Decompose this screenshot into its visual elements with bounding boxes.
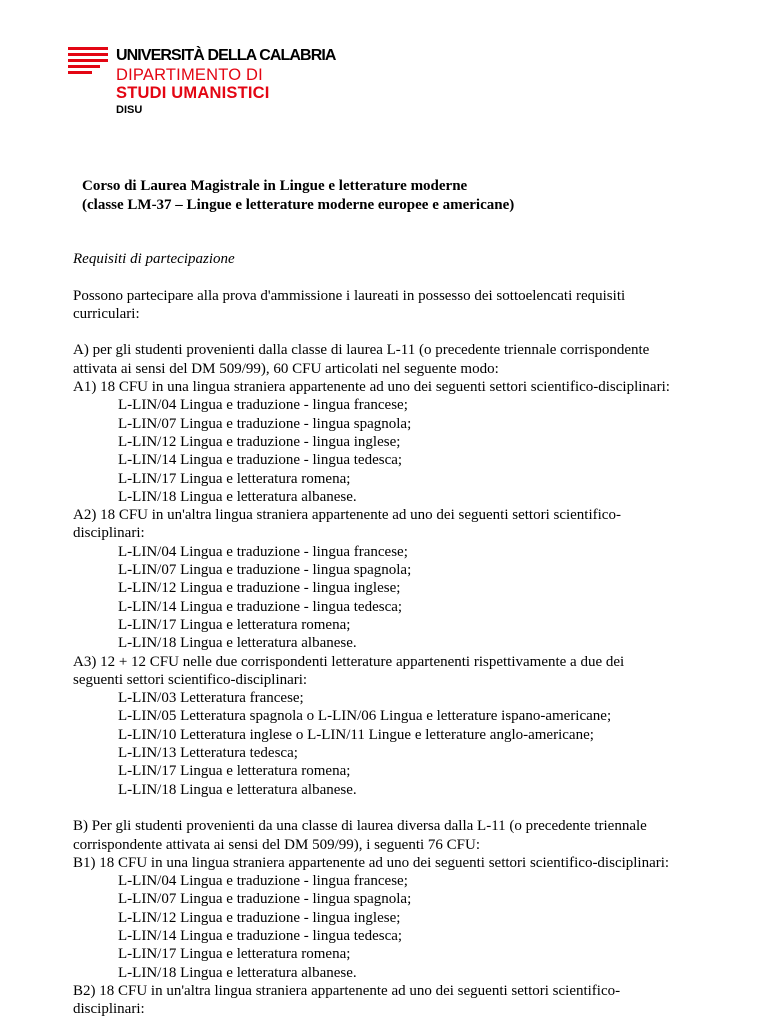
section-b-line: corrispondente attivata ai sensi del DM 509/99), i seguenti 76 CFU: (73, 836, 481, 853)
a2-list (73, 543, 733, 653)
section-b-line: B) Per gli studenti provenienti da una classe di laurea diversa dalla L-11 (o precedente triennale (73, 818, 647, 835)
requirement-a3: seguenti settori scientifico-disciplinari: (73, 671, 308, 688)
intro-line: curriculari: (73, 305, 140, 322)
list-item: L-LIN/18 Lingua e letteratura albanese. (118, 964, 357, 981)
list-item: L-LIN/18 Lingua e letteratura albanese. (118, 781, 357, 798)
course-title-line2: (classe LM-37 – Lingue e letterature moderne europee e americane) (82, 197, 515, 213)
requirement-b1: B1) 18 CFU in una lingua straniera appartenente ad uno dei seguenti settori scientifico-disciplinari: (73, 854, 670, 871)
list-item: L-LIN/04 Lingua e traduzione - lingua francese; (118, 397, 408, 414)
requirement-b2: B2) 18 CFU in un'altra lingua straniera appartenente ad uno dei seguenti settori scientifico- (73, 982, 621, 999)
requirement-b2: disciplinari: (73, 1001, 145, 1018)
list-item: L-LIN/14 Lingua e traduzione - lingua tedesca; (118, 598, 403, 615)
list-item: L-LIN/12 Lingua e traduzione - lingua inglese; (118, 433, 401, 450)
requirement-a1: A1) 18 CFU in una lingua straniera appartenente ad uno dei seguenti settori scientifico-disciplinari: (73, 379, 670, 396)
university-name: UNIVERSITÀ DELLA CALABRIA (116, 47, 336, 64)
course-title-line1: Corso di Laurea Magistrale in Lingue e letterature moderne (82, 178, 468, 194)
list-item: L-LIN/18 Lingua e letteratura albanese. (118, 488, 357, 505)
course-title (82, 177, 514, 215)
requirements-heading: Requisiti di partecipazione (73, 251, 235, 267)
list-item: L-LIN/18 Lingua e letteratura albanese. (118, 635, 357, 652)
list-item: L-LIN/07 Lingua e traduzione - lingua spagnola; (118, 891, 412, 908)
list-item: L-LIN/13 Letteratura tedesca; (118, 745, 298, 762)
list-item: L-LIN/14 Lingua e traduzione - lingua tedesca; (118, 452, 403, 469)
list-item: L-LIN/07 Lingua e traduzione - lingua spagnola; (118, 415, 412, 432)
list-item: L-LIN/17 Lingua e letteratura romena; (118, 470, 351, 487)
list-item: L-LIN/12 Lingua e traduzione - lingua inglese; (118, 909, 401, 926)
a1-list (73, 396, 733, 506)
list-item: L-LIN/07 Lingua e traduzione - lingua spagnola; (118, 562, 412, 579)
department-name-line2: STUDI UMANISTICI (116, 84, 270, 102)
list-item: L-LIN/04 Lingua e traduzione - lingua francese; (118, 543, 408, 560)
list-item: L-LIN/12 Lingua e traduzione - lingua inglese; (118, 580, 401, 597)
a3-list (73, 689, 733, 799)
department-abbreviation: DISU (116, 104, 143, 116)
section-a-line: A) per gli studenti provenienti dalla classe di laurea L-11 (o precedente triennale corrispondente (73, 342, 650, 359)
list-item: L-LIN/10 Letteratura inglese o L-LIN/11 Lingue e letterature anglo-americane; (118, 726, 594, 743)
department-name-line1: DIPARTIMENTO DI (116, 66, 263, 84)
requirement-a3: A3) 12 + 12 CFU nelle due corrispondenti letterature appartenenti rispettivamente a due dei (73, 653, 625, 670)
section-a-line: attivata ai sensi del DM 509/99), 60 CFU articolati nel seguente modo: (73, 360, 499, 377)
university-logo-icon (68, 44, 108, 80)
list-item: L-LIN/03 Letteratura francese; (118, 690, 304, 707)
requirement-a2: disciplinari: (73, 525, 145, 542)
requirement-a2: A2) 18 CFU in un'altra lingua straniera appartenente ad uno dei seguenti settori scientifico- (73, 507, 621, 524)
list-item: L-LIN/14 Lingua e traduzione - lingua tedesca; (118, 927, 403, 944)
list-item: L-LIN/05 Letteratura spagnola o L-LIN/06 Lingua e letterature ispano-americane; (118, 708, 612, 725)
b1-list (73, 872, 733, 982)
list-item: L-LIN/17 Lingua e letteratura romena; (118, 946, 351, 963)
intro-line: Possono partecipare alla prova d'ammissione i laureati in possesso dei sottoelencati requisiti (73, 287, 626, 304)
list-item: L-LIN/17 Lingua e letteratura romena; (118, 763, 351, 780)
list-item: L-LIN/04 Lingua e traduzione - lingua francese; (118, 873, 408, 890)
document-body (73, 250, 733, 1018)
list-item: L-LIN/17 Lingua e letteratura romena; (118, 616, 351, 633)
